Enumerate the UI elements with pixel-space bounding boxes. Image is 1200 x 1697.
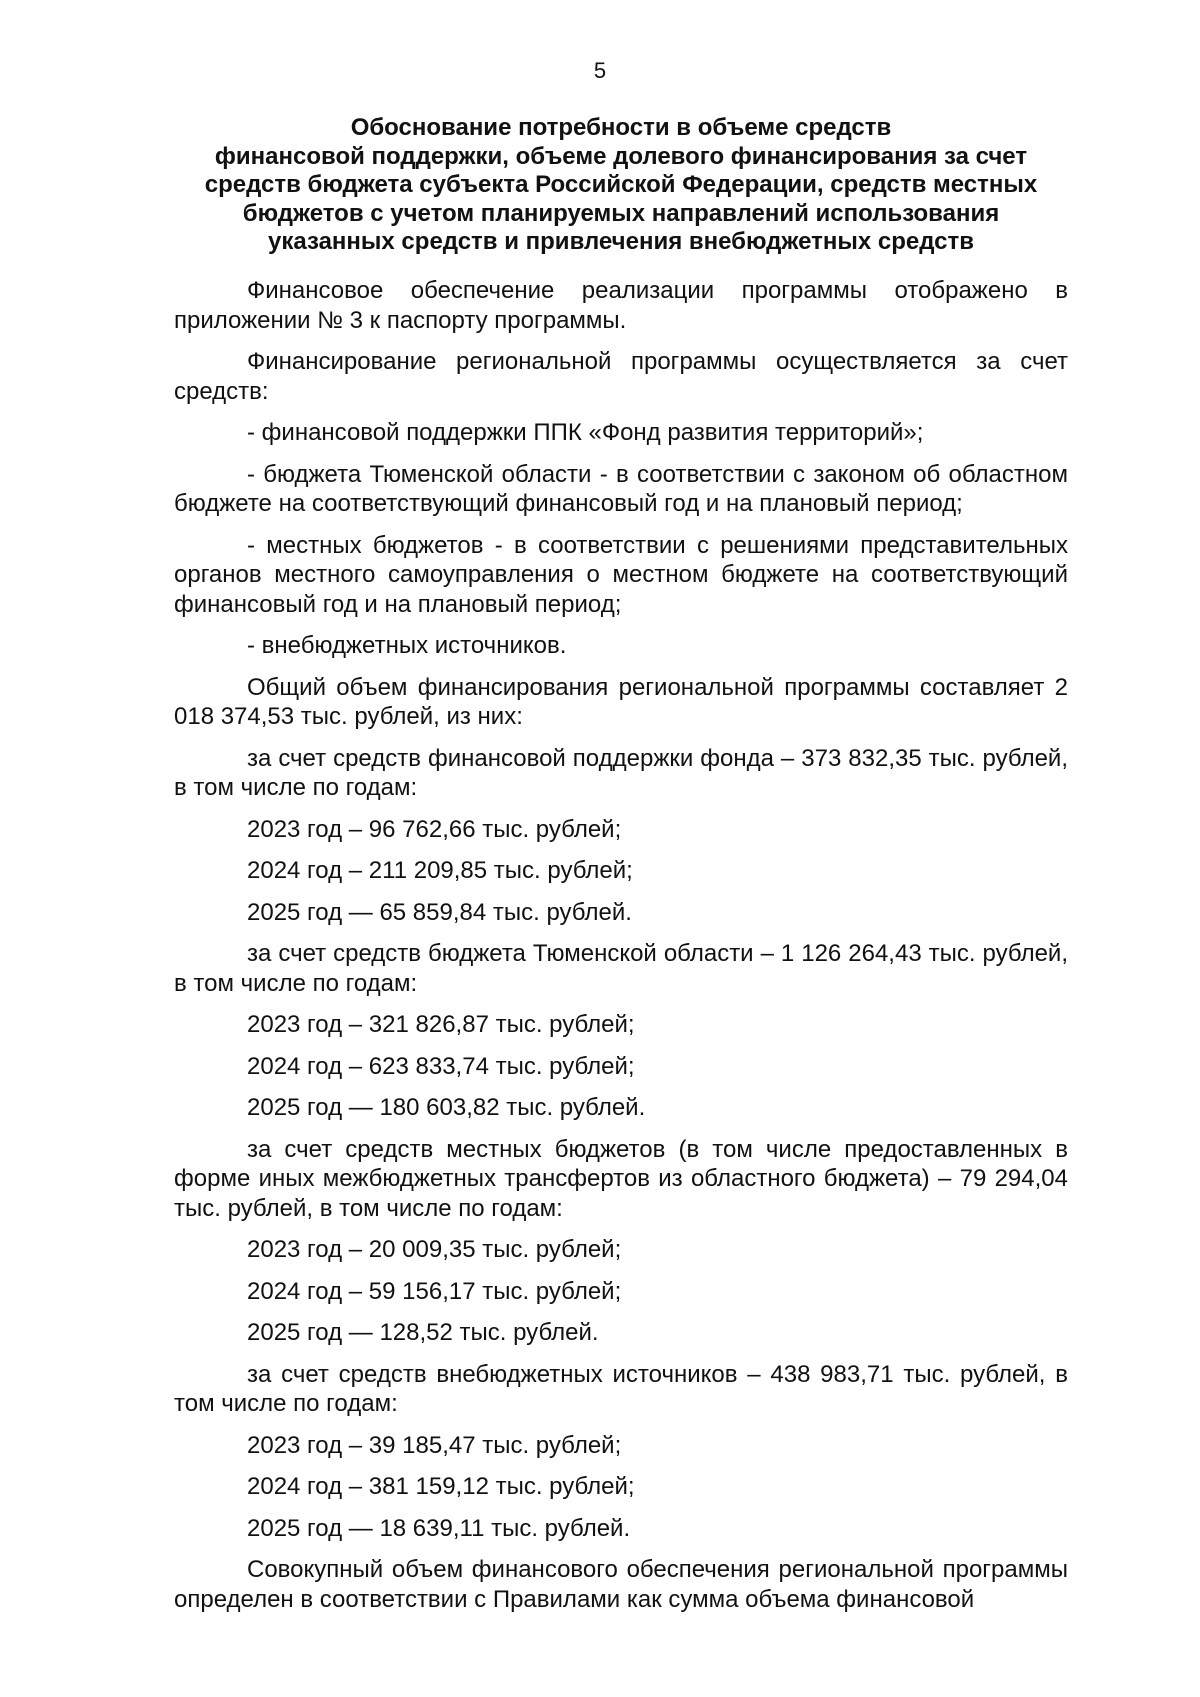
year-amount: 2025 год — 65 859,84 тыс. рублей. — [247, 898, 632, 926]
paragraph: Общий объем финансирования региональной программы составляет 2 018 374,53 тыс. рублей, из них: — [174, 673, 1068, 730]
heading-line: финансовой поддержки, объеме долевого финансирования за счет — [214, 142, 1028, 170]
year-amount: 2024 год – 623 833,74 тыс. рублей; — [247, 1052, 635, 1080]
list-item: - местных бюджетов - в соответствии с решениями представительных органов местного самоуправления о местном бюджете на соответствующий финансовый год и на плановый период; — [174, 531, 1068, 618]
year-amount: 2024 год – 211 209,85 тыс. рублей; — [247, 857, 633, 884]
paragraph: за счет средств внебюджетных источников – 438 983,71 тыс. рублей, в том числе по годам: — [174, 1360, 1068, 1417]
page-number: 5 — [593, 58, 607, 83]
year-amount: 2023 год – 321 826,87 тыс. рублей; — [247, 1011, 635, 1038]
paragraph: Совокупный объем финансового обеспечения региональной программы определен в соответствии с Правилами как сумма объема финансовой — [174, 1556, 1068, 1613]
list-item: - внебюджетных источников. — [247, 632, 567, 659]
document-body — [174, 276, 1068, 1614]
year-amount: 2023 год – 39 185,47 тыс. рублей; — [247, 1431, 622, 1459]
paragraph: за счет средств бюджета Тюменской области – 1 126 264,43 тыс. рублей, в том числе по годам: — [174, 940, 1068, 997]
heading-line: бюджетов с учетом планируемых направлений использования — [242, 199, 1000, 227]
year-amount: 2023 год – 96 762,66 тыс. рублей; — [247, 815, 622, 843]
year-amount: 2024 год – 381 159,12 тыс. рублей; — [247, 1473, 635, 1500]
heading-line: Обоснование потребности в объеме средств — [350, 114, 892, 141]
year-amount: 2024 год – 59 156,17 тыс. рублей; — [247, 1277, 622, 1305]
paragraph: за счет средств местных бюджетов (в том числе предоставленных в форме иных межбюджетных трансфертов из областного бюджета) – 79 294,04 тыс. рублей, в том числе по годам: — [174, 1135, 1068, 1222]
year-amount: 2025 год — 180 603,82 тыс. рублей. — [247, 1094, 646, 1121]
year-amount: 2025 год — 18 639,11 тыс. рублей. — [247, 1514, 631, 1542]
paragraph: Финансирование региональной программы осуществляется за счет средств: — [174, 348, 1068, 405]
year-amount: 2023 год – 20 009,35 тыс. рублей; — [247, 1236, 622, 1263]
paragraph: Финансовое обеспечение реализации программы отображено в приложении № 3 к паспорту программы. — [174, 277, 1068, 334]
list-item: - финансовой поддержки ППК «Фонд развития территорий»; — [247, 419, 924, 446]
heading-line: указанных средств и привлечения внебюджетных средств — [267, 228, 975, 255]
list-item: - бюджета Тюменской области - в соответствии с законом об областном бюджете на соответствующий финансовый год и на плановый период; — [174, 460, 1068, 517]
heading-line: средств бюджета субъекта Российской Федерации, средств местных — [204, 171, 1038, 198]
year-amount: 2025 год — 128,52 тыс. рублей. — [247, 1319, 599, 1346]
section-heading — [174, 114, 1068, 257]
paragraph: за счет средств финансовой поддержки фонда – 373 832,35 тыс. рублей, в том числе по годам: — [174, 744, 1068, 801]
